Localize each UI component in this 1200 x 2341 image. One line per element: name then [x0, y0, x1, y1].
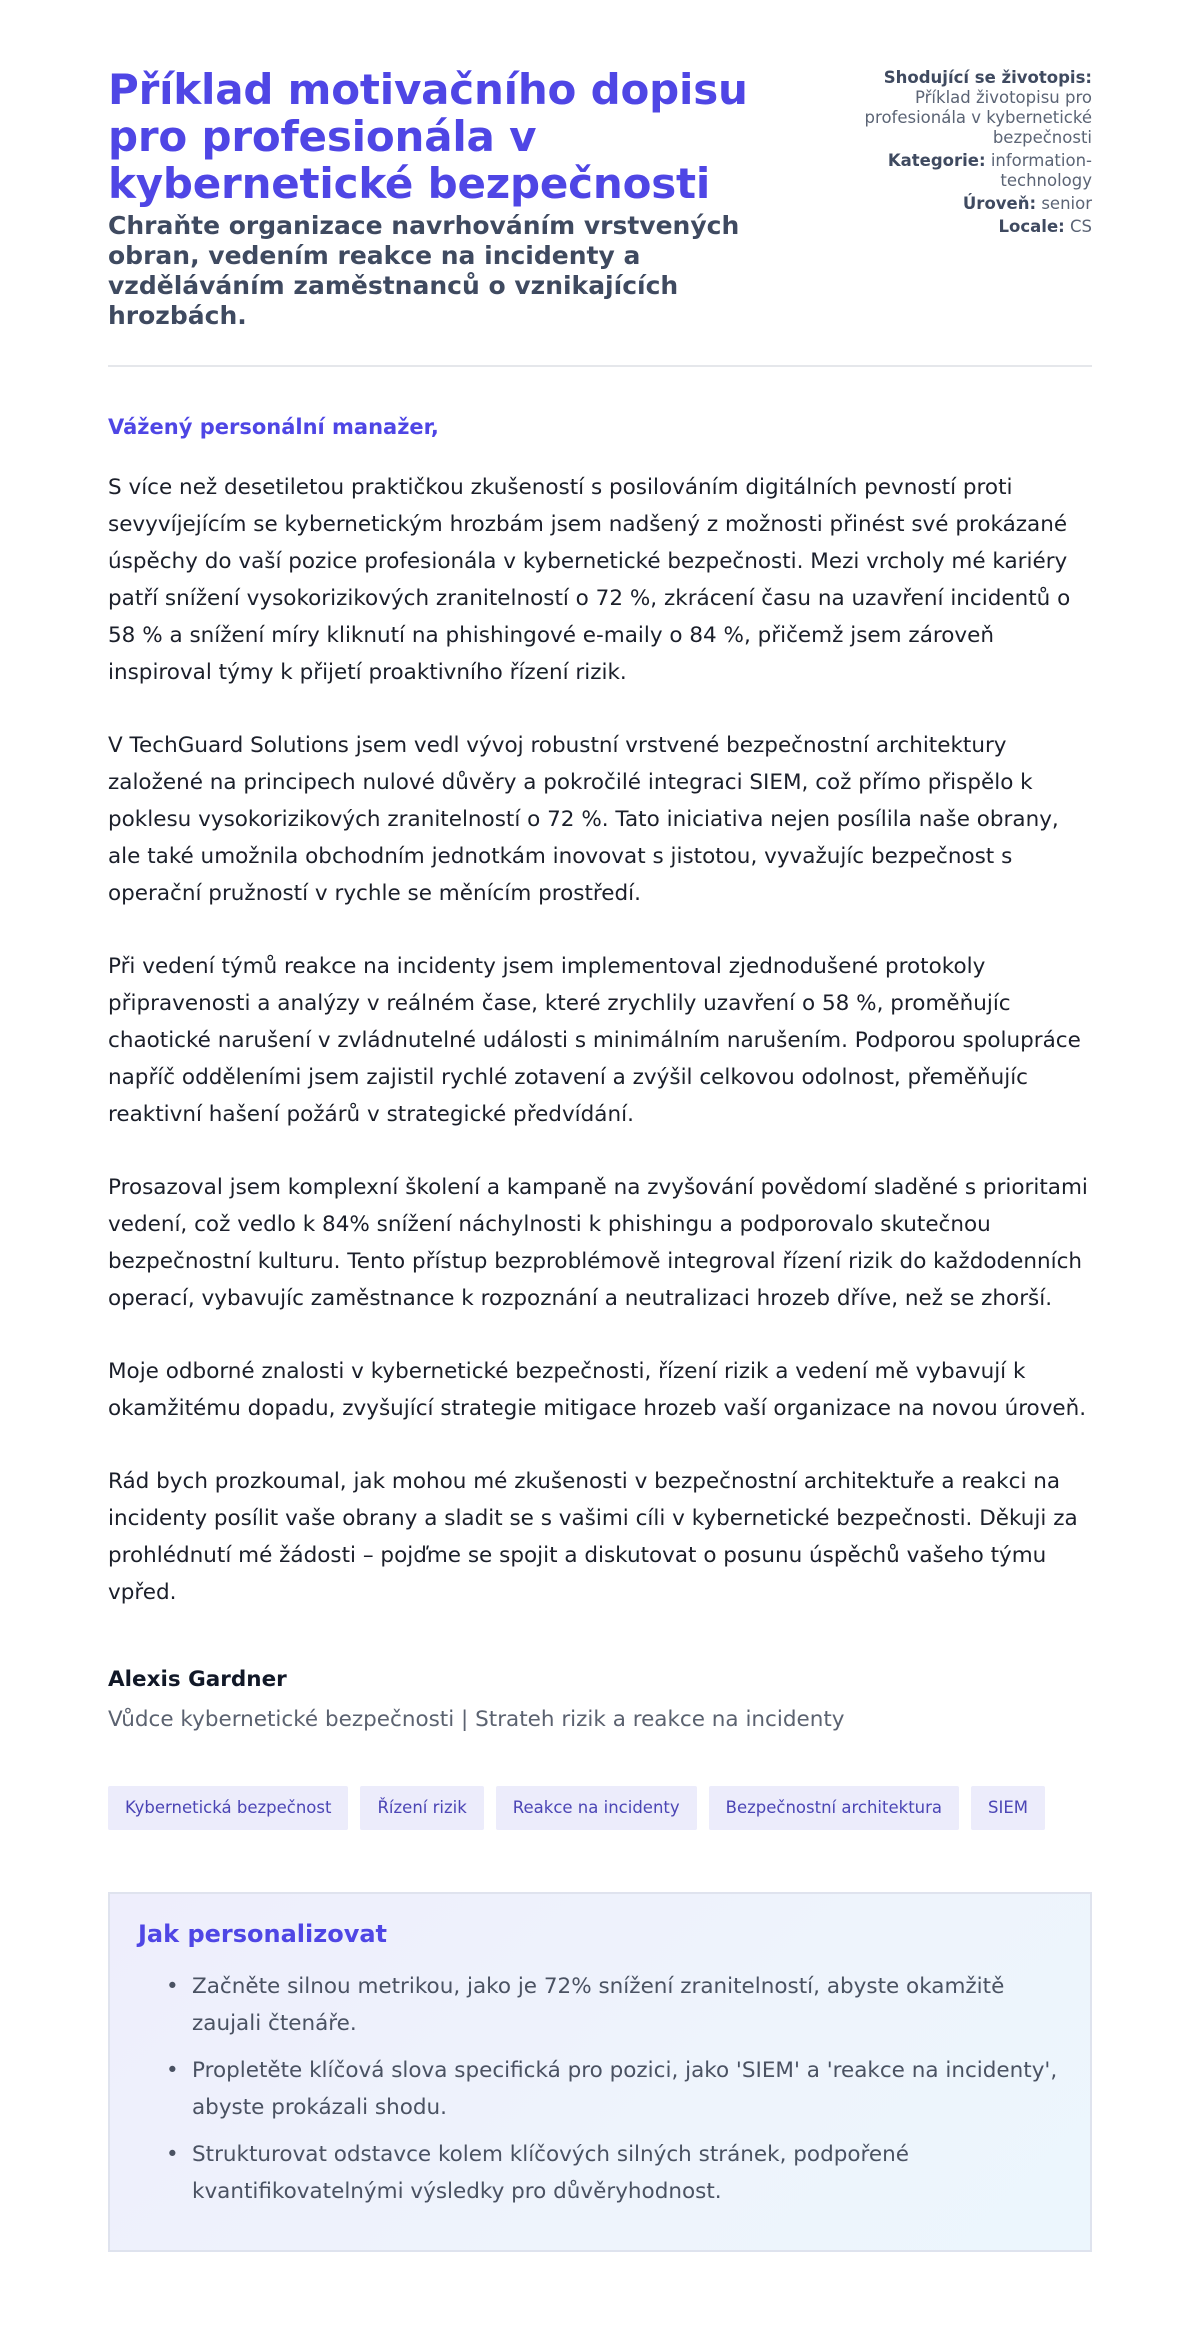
tag-incident-response[interactable]: Reakce na incidenty — [496, 1786, 697, 1830]
tip-item — [166, 2136, 1062, 2210]
meta-category — [842, 151, 1092, 191]
tip-text: Propletěte klíčová slova specifická pro pozici, jako 'SIEM' a 'reakce na incidenty', abyste prokázali shodu. — [192, 2058, 1058, 2120]
signature-name: Alexis Gardner — [108, 1667, 287, 1692]
bullet-icon: • — [166, 1974, 179, 1999]
bullet-icon: • — [166, 2142, 179, 2167]
meta-label: Shodující se životopis: — [883, 68, 1092, 87]
letter-paragraph: Moje odborné znalosti v kybernetické bezpečnosti, řízení rizik a vedení mě vybavují k okamžitému dopadu, zvyšující strategie mitigace hrozeb vaší organizace na novou úroveň. — [108, 1359, 1087, 1421]
tip-item — [166, 1968, 1062, 2042]
meta-value: information-technology — [990, 151, 1092, 190]
tip-text: Strukturovat odstavce kolem klíčových silných stránek, podpořené kvantifikovatelnými výsledky pro důvěryhodnost. — [192, 2142, 909, 2204]
metadata-panel — [842, 68, 1092, 240]
tag-risk-management[interactable]: Řízení rizik — [360, 1786, 483, 1830]
header-titles — [108, 66, 788, 331]
personalization-tips-box — [108, 1892, 1092, 2252]
signature-block — [108, 1667, 1092, 1732]
tag-security-architecture[interactable]: Bezpečnostní architektura — [709, 1786, 959, 1830]
meta-label: Kategorie: — [887, 151, 986, 170]
tips-title: Jak personalizovat — [138, 1920, 388, 1948]
meta-label: Locale: — [998, 217, 1065, 236]
tag-cybersecurity[interactable]: Kybernetická bezpečnost — [108, 1786, 348, 1830]
meta-value: CS — [1070, 217, 1092, 236]
tip-text: Začněte silnou metrikou, jako je 72% snížení zranitelností, abyste okamžitě zaujali čtenáře. — [192, 1974, 1005, 2036]
letter-paragraph: V TechGuard Solutions jsem vedl vývoj robustní vrstvené bezpečnostní architektury založené na principech nulové důvěry a pokročilé integraci SIEM, což přímo přispělo k poklesu vysokorizikových zranitelností o 72 %. Tato iniciativa nejen posílila naše obrany, ale také umožnila obchodním jednotkám inovovat s jistotou, vyvažujíc bezpečnost s operační pružností v rychle se měnícím prostředí. — [108, 733, 1059, 906]
meta-value: Příklad životopisu pro profesionála v kybernetické bezpečnosti — [864, 88, 1092, 147]
bullet-icon: • — [166, 2058, 179, 2083]
meta-matching-resume — [842, 68, 1092, 148]
letter-salutation: Vážený personální manažer, — [108, 415, 439, 439]
page-header — [108, 66, 1092, 367]
page-subtitle: Chraňte organizace navrhováním vrstvených obran, vedením reakce na incidenty a vzděláváním zaměstnanců o vznikajících hrozbách. — [108, 211, 740, 330]
letter-paragraph: Prosazoval jsem komplexní školení a kampaně na zvyšování povědomí sladěné s prioritami vedení, což vedlo k 84% snížení náchylnosti k phishingu a podporovalo skutečnou bezpečnostní kulturu. Tento přístup bezproblémově integroval řízení rizik do každodenních operací, vybavujíc zaměstnance k rozpoznání a neutralizaci hrozeb dříve, než se zhorší. — [108, 1175, 1088, 1311]
meta-locale — [842, 217, 1092, 237]
signature-title: Vůdce kybernetické bezpečnosti | Strateh rizik a reakce na incidenty — [108, 1707, 845, 1732]
tag-siem[interactable]: SIEM — [971, 1786, 1045, 1830]
letter-paragraph: Při vedení týmů reakce na incidenty jsem implementoval zjednodušené protokoly připravenosti a analýzy v reálném čase, které zrychlily uzavření o 58 %, proměňujíc chaotické narušení v zvládnutelné události s minimálním narušením. Podporou spolupráce napříč odděleními jsem zajistil rychlé zotavení a zvýšil celkovou odolnost, přeměňujíc reaktivní hašení požárů v strategické předvídání. — [108, 954, 1081, 1127]
page-title: Příklad motivačního dopisu pro profesionála v kybernetické bezpečnosti — [108, 65, 748, 208]
letter-paragraph: S více než desetiletou praktičkou zkušeností s posilováním digitálních pevností proti sevyvíjejícím se kybernetickým hrozbám jsem nadšený z možnosti přinést své prokázané úspěchy do vaší pozice profesionála v kybernetické bezpečnosti. Mezi vrcholy mé kariéry patří snížení vysokorizikových zranitelností o 72 %, zkrácení času na uzavření incidentů o 58 % a snížení míry kliknutí na phishingové e-maily o 84 %, přičemž jsem zároveň inspiroval týmy k přijetí proaktivního řízení rizik. — [108, 475, 1071, 685]
tip-item — [166, 2052, 1062, 2126]
skill-tags — [108, 1786, 1092, 1830]
tips-list — [138, 1968, 1062, 2210]
meta-level — [842, 194, 1092, 214]
meta-value: senior — [1041, 194, 1092, 213]
meta-label: Úroveň: — [962, 194, 1037, 213]
letter-body — [108, 469, 1092, 1611]
letter-paragraph: Rád bych prozkoumal, jak mohou mé zkušenosti v bezpečnostní architektuře a reakci na incidenty posílit vaše obrany a sladit se s vašimi cíli v kybernetické bezpečnosti. Děkuji za prohlédnutí mé žádosti – pojďme se spojit a diskutovat o posunu úspěchů vašeho týmu vpřed. — [108, 1469, 1078, 1605]
